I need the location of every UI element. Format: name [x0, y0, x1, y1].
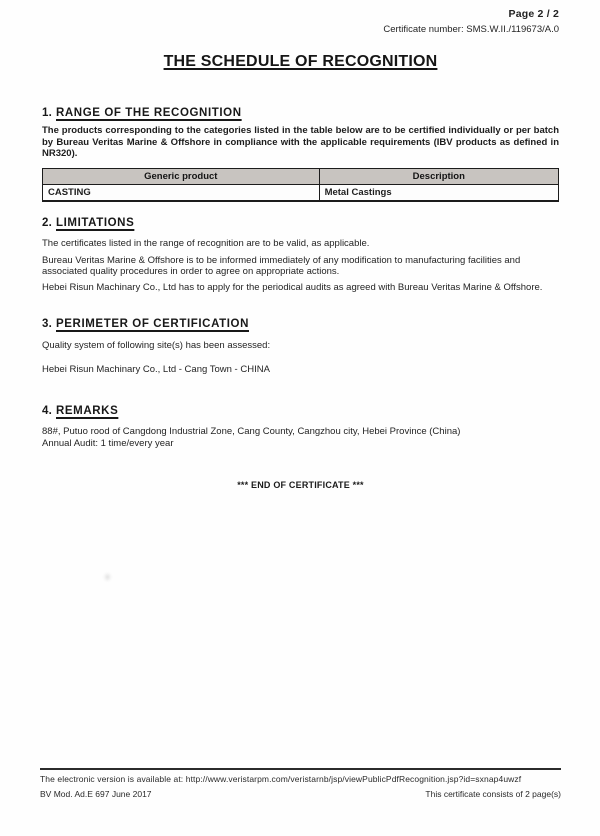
assessed-site: Hebei Risun Machinary Co., Ltd - Cang Town - CHINA: [42, 363, 270, 375]
column-header-description: Description: [319, 168, 558, 184]
table-row: [43, 184, 559, 201]
range-intro-paragraph: The products corresponding to the categories listed in the table below are to be certified individually or per batch by Bureau Veritas Marine & Offshore in compliance with the applicable requirements (IBV products as defined in NR320).: [42, 125, 559, 159]
remarks-address: 88#, Putuo rood of Cangdong Industrial Zone, Cang County, Cangzhou city, Hebei Province (China): [42, 426, 461, 437]
section-number: 2.: [42, 217, 52, 229]
perimeter-paragraph: Quality system of following site(s) has been assessed:: [42, 340, 271, 351]
section-number: 4.: [42, 405, 52, 417]
remarks-lines: [42, 426, 559, 449]
section-perimeter-of-certification: [42, 318, 559, 375]
section-heading-remarks: [42, 405, 559, 417]
form-reference: BV Mod. Ad.E 697 June 2017: [40, 789, 152, 799]
limitations-paragraph: Bureau Veritas Marine & Offshore is to be informed immediately of any modification to manufacturing facilities and associated quality procedures in order to agree on appropriate actions.: [42, 254, 521, 277]
section-remarks: [42, 405, 559, 449]
products-table: [42, 168, 559, 203]
limitations-paragraph: Hebei Risun Machinary Co., Ltd has to apply for the periodical audits as agreed with Bureau Veritas Marine & Offshore.: [42, 281, 543, 293]
electronic-version-note: The electronic version is available at: http://www.veristarpm.com/veristarnb/jsp/viewPublicPdfRecognition.jsp?id=sxnap4uwzf: [40, 774, 522, 784]
section-title: REMARKS: [56, 405, 119, 417]
section-range-of-recognition: [42, 107, 559, 202]
page-count-note: This certificate consists of 2 page(s): [425, 789, 561, 799]
section-number: 3.: [42, 318, 52, 330]
cell-generic-product: CASTING: [43, 184, 320, 201]
limitations-paragraph: The certificates listed in the range of recognition are to be valid, as applicable.: [42, 238, 370, 249]
section-title: RANGE OF THE RECOGNITION: [56, 107, 242, 119]
section-heading-limitations: [42, 217, 559, 229]
section-limitations: [42, 217, 559, 293]
certificate-number: Certificate number: SMS.W.II./119673/A.0: [383, 24, 559, 35]
section-heading-range: [42, 107, 559, 119]
table-header-row: [43, 168, 559, 184]
section-title: LIMITATIONS: [56, 217, 135, 229]
remarks-annual-audit: Annual Audit: 1 time/every year: [42, 437, 174, 449]
footer-bottom-row: [40, 789, 561, 799]
section-title: PERIMETER OF CERTIFICATION: [56, 318, 249, 330]
page-footer: [40, 768, 561, 799]
section-heading-perimeter: [42, 318, 559, 330]
document-title: THE SCHEDULE OF RECOGNITION: [163, 53, 438, 70]
section-number: 1.: [42, 107, 52, 119]
cell-description: Metal Castings: [319, 184, 558, 201]
scan-smudge-artifact: [105, 574, 110, 580]
page-header: [42, 8, 559, 35]
column-header-generic-product: Generic product: [43, 168, 320, 184]
page-indicator: Page 2 / 2: [508, 8, 559, 20]
end-of-certificate-marker: *** END OF CERTIFICATE ***: [237, 480, 364, 490]
